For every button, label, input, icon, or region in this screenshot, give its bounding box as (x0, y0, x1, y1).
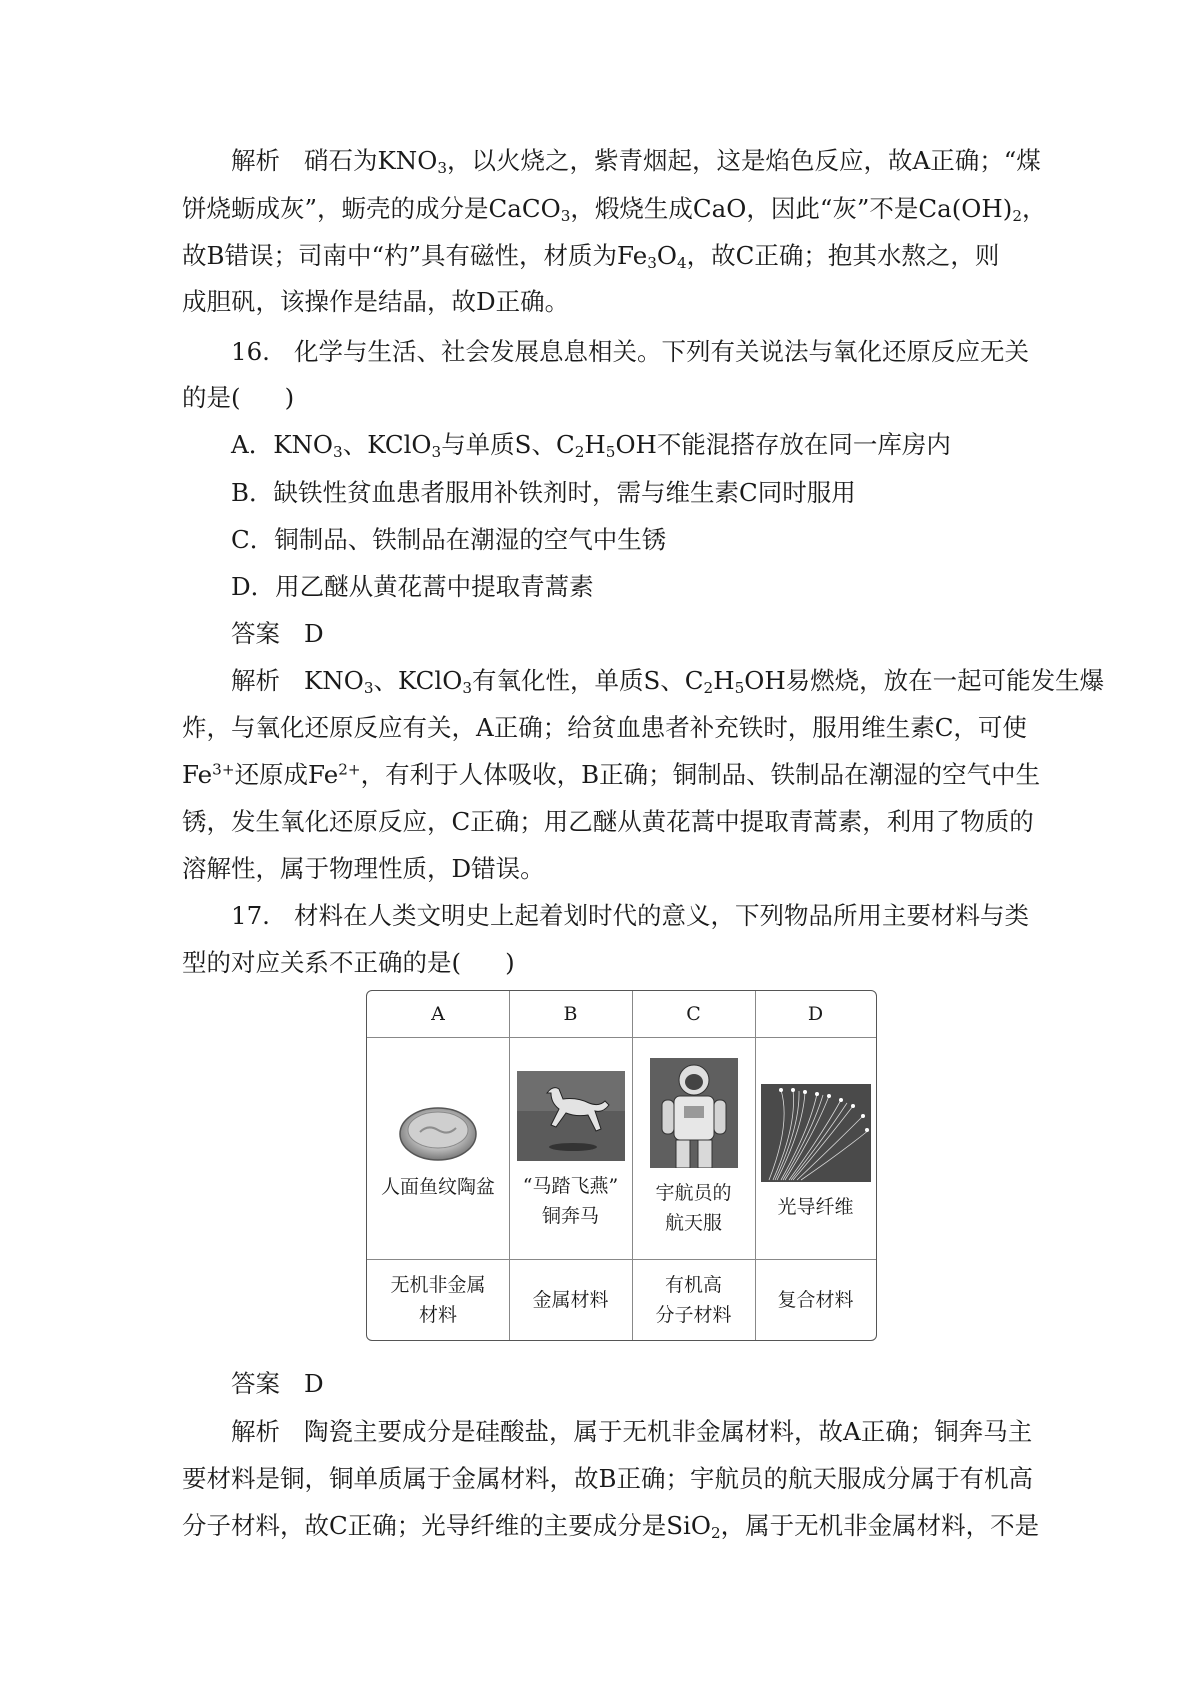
analysis-label: 解析 (231, 666, 280, 695)
material-type-cell: 无机非金属 材料 (390, 1273, 486, 1326)
item-cell-c (632, 1037, 755, 1259)
bronze-horse-image (517, 1071, 625, 1161)
item-name: 航天服 (664, 1212, 722, 1234)
item-name: 宇航员的 (655, 1182, 732, 1204)
question-number: 17. (231, 901, 270, 930)
option-d: D．用乙醚从黄花蒿中提取青蒿素 (231, 572, 594, 601)
analysis-line: $Fe^{3+}$还原成$Fe^{2+}$，有利于人体吸收，B正确；铜制品、铁制品在潮湿的空气中生 (182, 760, 1041, 789)
analysis-line: 分子材料，故C正确；光导纤维的主要成分是SiO$_2$，属于无机非金属材料，不是 (182, 1511, 1040, 1542)
answer-label: 答案 (231, 1369, 280, 1398)
analysis-line: 成胆矾，该操作是结晶，故D正确。 (182, 287, 570, 316)
material-type-cell: 复合材料 (777, 1288, 854, 1311)
item-name: 人面鱼纹陶盆 (380, 1176, 495, 1198)
item-name: 光导纤维 (777, 1196, 854, 1218)
answer-value: D (304, 619, 324, 648)
option-b: B．缺铁性贫血患者服用补铁剂时，需与维生素C同时服用 (231, 478, 856, 507)
item-cell-a (367, 1037, 509, 1259)
question-16: 16. 化学与生活、社会发展息息相关。下列有关说法与氧化还原反应无关 (231, 337, 1029, 366)
question-line: 型的对应关系不正确的是( ) (182, 948, 515, 977)
answer-16 (182, 617, 1066, 651)
analysis-line: 解析 $KNO_3$、KClO$_3$有氧化性，单质S、$C_2H_5OH$易燃烧，放在一起可能发生爆 (231, 666, 1105, 697)
analysis-line: 炸，与氧化还原反应有关，A正确；给贫血患者补充铁时，服用维生素C，可使 (182, 713, 1027, 742)
analysis-label: 解析 (231, 146, 280, 175)
optical-fiber-image (761, 1084, 871, 1182)
item-name: 铜奔马 (541, 1205, 599, 1227)
analysis-line: 解析 陶瓷主要成分是硅酸盐，属于无机非金属材料，故A正确；铜奔马主 (231, 1417, 1033, 1446)
analysis-line: 饼烧蛎成灰”，蛎壳的成分是CaCO$_3$，煅烧生成CaO，因此“灰”不是$Ca(OH)_2$， (182, 194, 1047, 225)
table-header: D (807, 1003, 824, 1025)
materials-table (366, 990, 877, 1341)
analysis-label: 解析 (231, 1417, 280, 1446)
table-header: C (686, 1003, 701, 1025)
option-a: A．$KNO_3$、KClO$_3$与单质S、$C_2H_5OH$不能混搭存放在同一库房内 (231, 430, 951, 461)
answer-17 (182, 1367, 1066, 1401)
item-cell-b (509, 1037, 632, 1259)
table-header: B (563, 1003, 578, 1025)
analysis-line: 锈，发生氧化还原反应，C正确；用乙醚从黄花蒿中提取青蒿素，利用了物质的 (182, 807, 1034, 836)
material-type-cell: 金属材料 (532, 1288, 609, 1311)
pottery-basin-image (398, 1104, 478, 1162)
analysis-line: 要材料是铜，铜单质属于金属材料，故B正确；宇航员的航天服成分属于有机高 (182, 1464, 1034, 1493)
question-line: 的是( ) (182, 383, 295, 412)
space-suit-image (650, 1058, 738, 1168)
table-header: A (431, 1003, 445, 1025)
option-c: C．铜制品、铁制品在潮湿的空气中生锈 (231, 525, 667, 554)
item-cell-d (755, 1037, 876, 1259)
analysis-line: 溶解性，属于物理性质，D错误。 (182, 854, 545, 883)
analysis-line: 解析 硝石为$KNO_3$，以火烧之，紫青烟起，这是焰色反应，故A正确；“煤 (231, 146, 1041, 177)
answer-label: 答案 (231, 619, 280, 648)
answer-value: D (304, 1369, 324, 1398)
question-number: 16. (231, 337, 270, 366)
material-type-cell: 有机高 分子材料 (655, 1273, 732, 1326)
item-name: “马踏飞燕” (522, 1175, 619, 1197)
question-17: 17. 材料在人类文明史上起着划时代的意义，下列物品所用主要材料与类 (231, 901, 1029, 930)
analysis-line: 故B错误；司南中“杓”具有磁性，材质为$Fe_3O_4$，故C正确；抱其水熬之，则 (182, 241, 1000, 272)
